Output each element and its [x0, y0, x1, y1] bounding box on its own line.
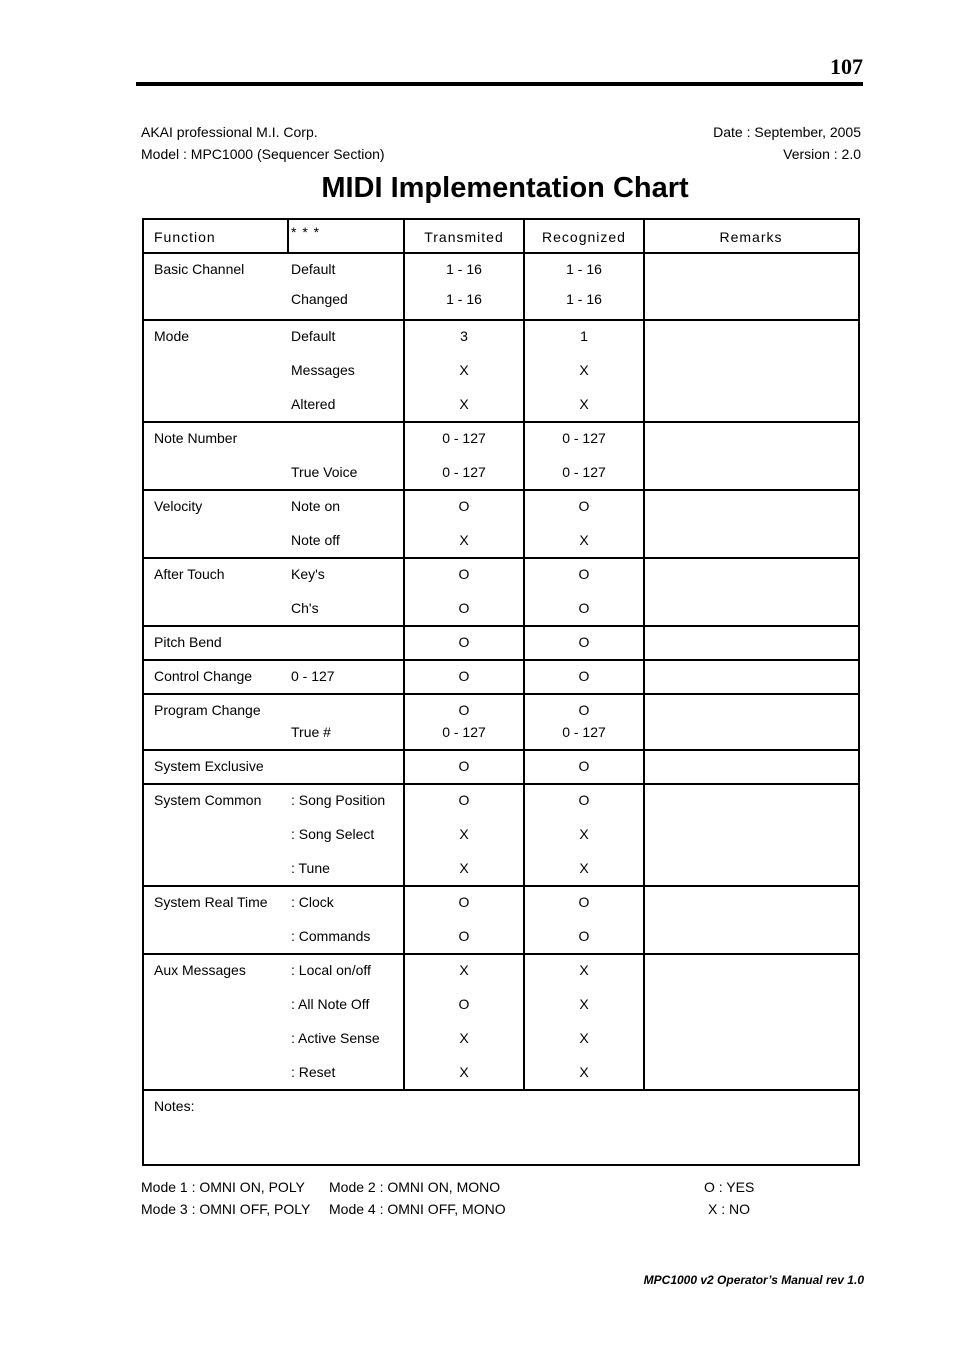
- transmitted-value: X: [459, 362, 469, 378]
- transmitted-value: O: [458, 928, 470, 944]
- transmitted-value: O: [458, 566, 470, 582]
- sub-function: 0 - 127: [291, 668, 335, 684]
- mode3-note: Mode 3 : OMNI OFF, POLY: [141, 1201, 311, 1217]
- sub-function: : Commands: [291, 928, 371, 944]
- no-legend: X : NO: [708, 1201, 751, 1217]
- transmitted-value: X: [459, 396, 469, 412]
- manual-footer: MPC1000 v2 Operator’s Manual rev 1.0: [643, 1273, 864, 1287]
- sub-function: Key's: [291, 566, 325, 582]
- function-name: Control Change: [154, 668, 253, 684]
- sub-function: Messages: [291, 362, 355, 378]
- mode1-note: Mode 1 : OMNI ON, POLY: [141, 1179, 305, 1195]
- transmitted-value: 0 - 127: [442, 430, 486, 446]
- transmitted-value: X: [459, 860, 469, 876]
- recognized-value: O: [578, 894, 590, 910]
- group-divider: [144, 557, 858, 559]
- transmitted-value: X: [459, 1030, 469, 1046]
- transmitted-value: 1 - 16: [446, 261, 482, 277]
- sub-function: : Song Select: [291, 826, 375, 842]
- recognized-value: O: [578, 498, 590, 514]
- header-remarks: Remarks: [719, 229, 783, 245]
- mode4-note: Mode 4 : OMNI OFF, MONO: [329, 1201, 506, 1217]
- header-recognized: Recognized: [542, 229, 626, 245]
- recognized-value: X: [579, 1030, 589, 1046]
- transmitted-value: 1 - 16: [446, 291, 482, 307]
- column-divider: [403, 220, 405, 1089]
- sub-function: Altered: [291, 396, 336, 412]
- recognized-value: O: [578, 928, 590, 944]
- recognized-value: O: [578, 566, 590, 582]
- company-name: AKAI professional M.I. Corp.: [141, 124, 318, 140]
- notes-divider: [144, 1089, 858, 1091]
- sub-function: : Reset: [291, 1064, 336, 1080]
- transmitted-value: O: [458, 894, 470, 910]
- group-divider: [144, 489, 858, 491]
- header-left: [141, 121, 385, 165]
- mode2-note: Mode 2 : OMNI ON, MONO: [329, 1179, 501, 1195]
- midi-implementation-table: [142, 218, 860, 1166]
- function-name: Note Number: [154, 430, 238, 446]
- recognized-value: O: [578, 600, 590, 616]
- sub-function: : Local on/off: [291, 962, 371, 978]
- sub-function: : All Note Off: [291, 996, 370, 1012]
- header-sub: * * *: [291, 224, 321, 240]
- transmitted-value: X: [459, 1064, 469, 1080]
- page-title: MIDI Implementation Chart: [321, 172, 689, 204]
- column-divider: [523, 220, 525, 1089]
- sub-function: Default: [291, 328, 336, 344]
- group-divider: [144, 421, 858, 423]
- transmitted-value: O: [458, 996, 470, 1012]
- recognized-value: O: [578, 634, 590, 650]
- header-function: Function: [154, 229, 216, 245]
- function-name: Program Change: [154, 702, 261, 718]
- group-divider: [144, 252, 858, 254]
- notes-label: Notes:: [154, 1098, 195, 1114]
- function-name: System Real Time: [154, 894, 268, 910]
- transmitted-value: 3: [460, 328, 468, 344]
- sub-function: Changed: [291, 291, 348, 307]
- group-divider: [144, 783, 858, 785]
- top-rule: [136, 82, 863, 86]
- yes-no-legend: [704, 1176, 754, 1220]
- recognized-value: 0 - 127: [562, 430, 606, 446]
- sub-function: : Active Sense: [291, 1030, 380, 1046]
- transmitted-value: O: [458, 498, 470, 514]
- recognized-value: X: [579, 532, 589, 548]
- sub-function: Note on: [291, 498, 341, 514]
- transmitted-value: X: [459, 826, 469, 842]
- recognized-value: X: [579, 396, 589, 412]
- recognized-value: X: [579, 996, 589, 1012]
- function-name: System Exclusive: [154, 758, 264, 774]
- function-name: After Touch: [154, 566, 225, 582]
- transmitted-value: O: [458, 600, 470, 616]
- recognized-value: 0 - 127: [562, 724, 606, 740]
- transmitted-value: 0 - 127: [442, 724, 486, 740]
- column-divider: [287, 220, 289, 252]
- recognized-value: 1 - 16: [566, 291, 602, 307]
- function-name: Basic Channel: [154, 261, 245, 277]
- recognized-value: O: [578, 792, 590, 808]
- sub-function: Default: [291, 261, 336, 277]
- mode-legend-col1: [141, 1176, 310, 1220]
- recognized-value: 0 - 127: [562, 464, 606, 480]
- sub-function: : Clock: [291, 894, 334, 910]
- recognized-value: X: [579, 860, 589, 876]
- group-divider: [144, 749, 858, 751]
- transmitted-value: O: [458, 702, 470, 718]
- transmitted-value: O: [458, 792, 470, 808]
- model-name: Model : MPC1000 (Sequencer Section): [141, 146, 385, 162]
- transmitted-value: 0 - 127: [442, 464, 486, 480]
- page-number: 107: [830, 54, 863, 79]
- yes-legend: O : YES: [704, 1179, 755, 1195]
- header-transmitted: Transmited: [424, 229, 504, 245]
- column-divider: [643, 220, 645, 1089]
- recognized-value: O: [578, 758, 590, 774]
- header-right: [713, 121, 861, 165]
- function-name: Mode: [154, 328, 190, 344]
- document-date: Date : September, 2005: [713, 124, 861, 140]
- sub-function: Ch's: [291, 600, 319, 616]
- document-version: Version : 2.0: [783, 146, 861, 162]
- mode-legend-col2: [329, 1176, 506, 1220]
- group-divider: [144, 885, 858, 887]
- group-divider: [144, 693, 858, 695]
- transmitted-value: O: [458, 668, 470, 684]
- group-divider: [144, 659, 858, 661]
- recognized-value: X: [579, 1064, 589, 1080]
- function-name: Velocity: [154, 498, 203, 514]
- transmitted-value: O: [458, 758, 470, 774]
- recognized-value: X: [579, 962, 589, 978]
- group-divider: [144, 953, 858, 955]
- group-divider: [144, 319, 858, 321]
- transmitted-value: O: [458, 634, 470, 650]
- function-name: System Common: [154, 792, 262, 808]
- recognized-value: O: [578, 702, 590, 718]
- sub-function: True Voice: [291, 464, 358, 480]
- transmitted-value: X: [459, 532, 469, 548]
- sub-function: Note off: [291, 532, 340, 548]
- function-name: Pitch Bend: [154, 634, 222, 650]
- transmitted-value: X: [459, 962, 469, 978]
- sub-function: : Tune: [291, 860, 330, 876]
- recognized-value: X: [579, 826, 589, 842]
- sub-function: : Song Position: [291, 792, 386, 808]
- recognized-value: 1 - 16: [566, 261, 602, 277]
- sub-function: True #: [291, 724, 331, 740]
- group-divider: [144, 625, 858, 627]
- recognized-value: O: [578, 668, 590, 684]
- recognized-value: X: [579, 362, 589, 378]
- function-name: Aux Messages: [154, 962, 246, 978]
- recognized-value: 1: [580, 328, 588, 344]
